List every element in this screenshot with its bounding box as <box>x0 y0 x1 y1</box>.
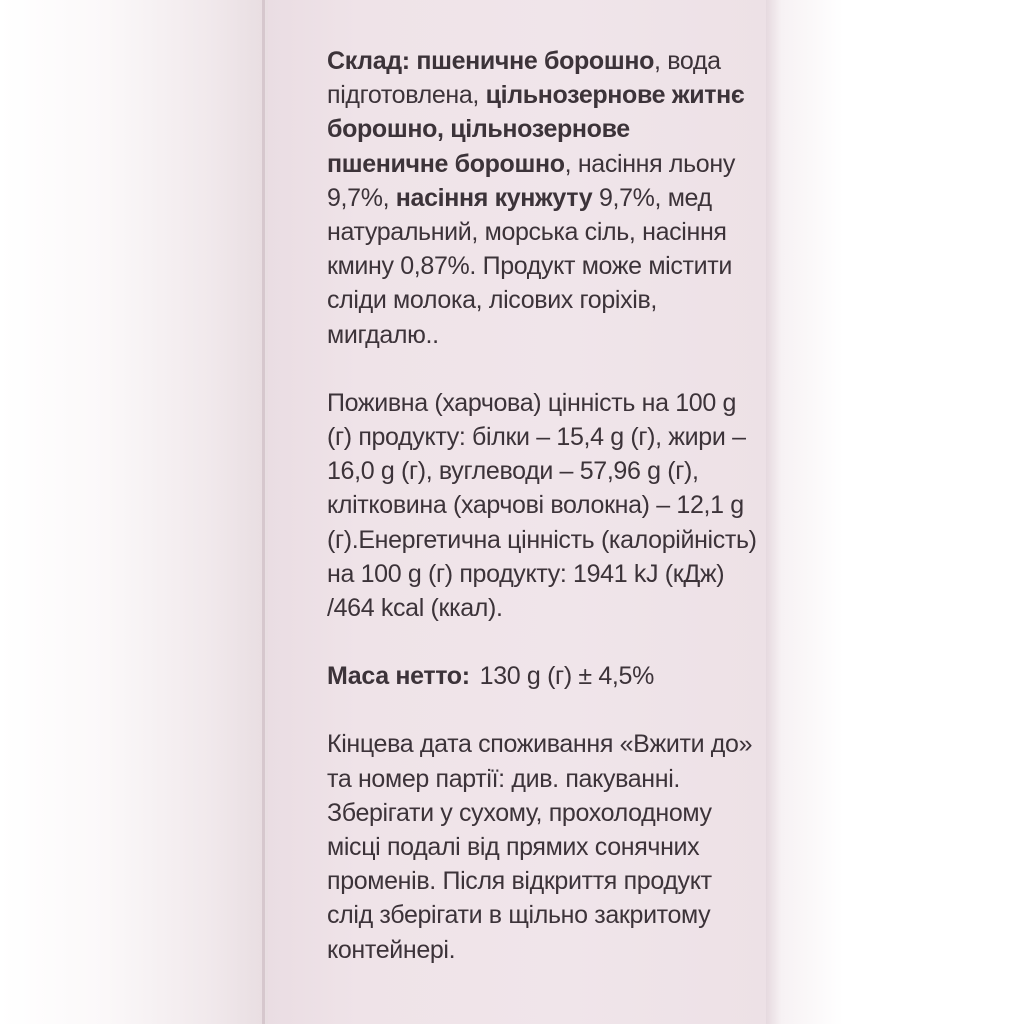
nutrition-paragraph: Поживна (харчова) цінність на 100 g (г) продукту: білки – 15,4 g (г), жири –16,0 g (г), вуглеводи – 57,96 g (г), клітковина (харчові волокна) – 12,1 g (г).Енергетична цінність (калорійність) на 100 g (г) продукту: 1941 kJ (кДж) /464 kcal (ккал). <box>327 388 757 623</box>
composition-paragraph <box>327 44 757 352</box>
ingredient-wholegrain-flours: цільнозернове житнє борошно, цільнозернове пшеничне борошно <box>327 81 745 178</box>
net-weight-label: Маса нетто: <box>327 662 470 691</box>
ingredient-sesame-seeds: насіння кунжуту <box>395 183 593 212</box>
ingredients-text-3: 9,7%, мед натуральний, морська сіль, насіння кмину 0,87%. Продукт може містити сліди молока, лісових горіхів, мигдалю.. <box>327 183 732 349</box>
ingredients-text-1: , вода підготовлена, <box>327 47 721 110</box>
label-text-block <box>327 44 757 967</box>
package-fold-line <box>262 0 265 1024</box>
composition-label: Склад: <box>327 47 410 75</box>
net-weight-value: 130 g (г) ± 4,5% <box>479 662 654 691</box>
ingredient-wheat-flour: пшеничне борошно <box>416 47 655 75</box>
storage-paragraph: Кінцева дата споживання «Вжити до» та номер партії: див. пакуванні. Зберігати у сухому, прохолодному місці подалі від прямих сонячних променів. Після відкриття продукт слід зберігати в щільно закритому контейнері. <box>327 730 753 964</box>
package-left-side <box>0 0 268 1024</box>
net-weight-line <box>327 659 757 693</box>
ingredients-text-2: , насіння льону 9,7%, <box>327 149 735 212</box>
package-right-side <box>766 0 1024 1024</box>
